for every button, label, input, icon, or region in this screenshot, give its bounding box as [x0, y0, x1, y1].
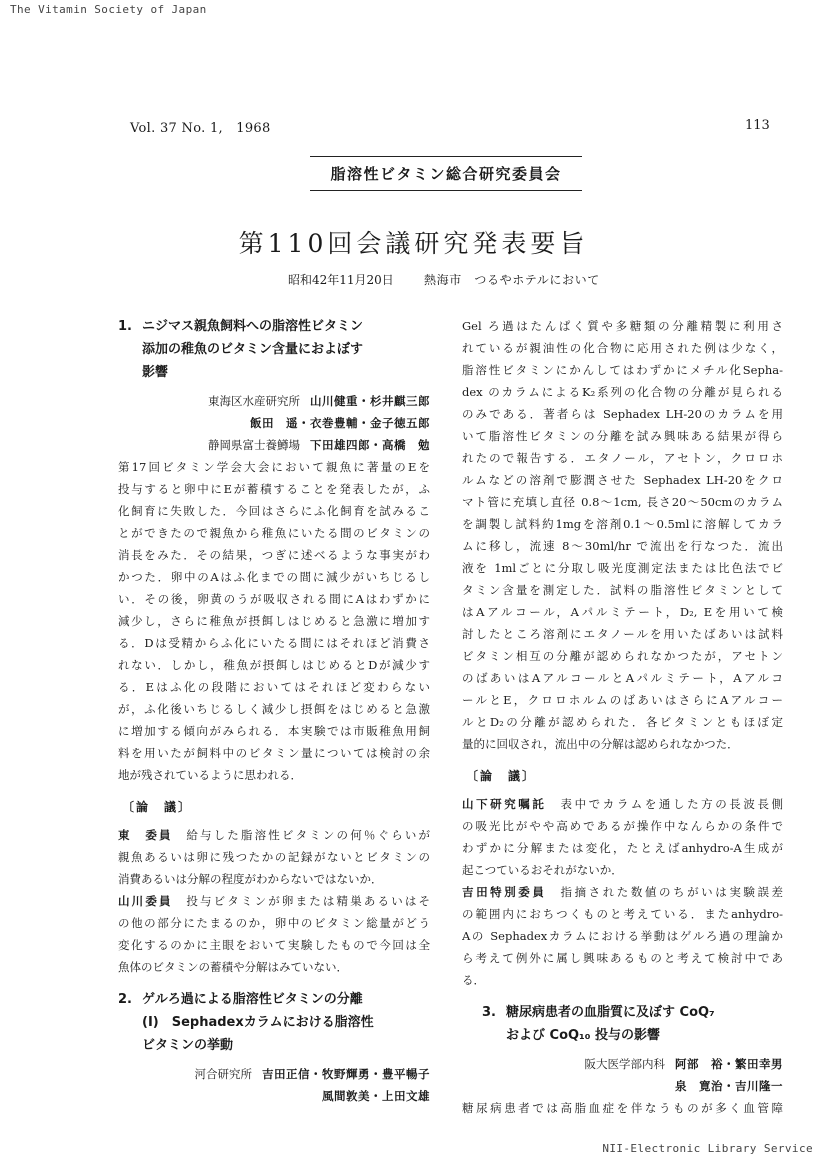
section-3-number: 3. [482, 1005, 496, 1020]
discussion-line: る． [462, 973, 485, 987]
section-1-title-line: ニジマス親魚飼料への脂溶性ビタミン [142, 319, 364, 334]
body-line: 量的に回収され，流出中の分解は認められなかつた． [462, 737, 739, 751]
discussion-line: Aの Sephadexカラムにおける挙動はゲルろ過の理論か [462, 929, 783, 943]
discussion-line: 山川委員 投与ビタミンが卵または精巣あるいはそ [118, 894, 430, 908]
body-line: ルムなどの溶剤で膨潤させた Sephadex LH-20をクロ [462, 473, 783, 487]
section-2-author-line [118, 1063, 430, 1085]
volume-info: Vol. 37 No. 1, 1968 [130, 121, 271, 136]
section-2-body [462, 315, 783, 755]
author-names: 風間敦美・上田文雄 [322, 1089, 430, 1103]
author-affiliation: 静岡県富士養鱒場 [208, 438, 300, 452]
discussion-line: わずかに分解または変化，たとえばanhydro-A生成が [462, 841, 783, 855]
body-line: マト管に充填し直径 0.8～1cm, 長さ20～50cmのカラム [462, 495, 783, 509]
body-line: ムに移し，流速 8～30ml/hr で流出を行なつた．流出 [462, 539, 783, 553]
section-1-author-line [118, 434, 430, 456]
section-3-title-line: および CoQ₁₀ 投与の影響 [506, 1028, 660, 1043]
author-names: 山川健重・杉井麒三郎 [310, 394, 430, 408]
body-line: に増加する傾向がみられる．本実験では市販稚魚用飼 [118, 724, 430, 738]
section-2-discussion-label: 〔論 議〕 [466, 769, 537, 783]
section-2-number: 2. [118, 992, 132, 1007]
section-3-title-line: 糖尿病患者の血脂質に及ぼす CoQ₇ [506, 1005, 715, 1020]
discussion-line: 変化するのかに主眼をおいて実験したもので今回は全 [118, 938, 430, 952]
author-affiliation: 東海区水産研究所 [208, 394, 300, 408]
section-1-title-line: 影響 [142, 365, 169, 380]
body-line: 投与すると卵中にEが蓄積することを発表したが，ふ [118, 482, 430, 496]
meeting-date: 昭和42年11月20日 [288, 273, 394, 287]
body-line: はAアルコール，Aパルミテート，D₂, Eを用いて検 [462, 605, 783, 619]
body-line: 料を用いたが飼料中のビタミン量については検討の余 [118, 746, 430, 760]
author-names: 阿部 裕・繁田幸男 [675, 1057, 783, 1071]
section-1-author-line [118, 412, 430, 434]
body-line: いて脂溶性ビタミンの分離を試み興味ある結果が得ら [462, 429, 783, 443]
discussion-line: 吉田特別委員 指摘された数値のちがいは実験誤差 [462, 885, 783, 899]
section-2-author-line [118, 1085, 430, 1107]
body-line: 地が残されているように思われる． [118, 768, 302, 782]
committee-banner: 脂溶性ビタミン総合研究委員会 [310, 156, 582, 191]
body-line: 化飼育に失敗した．今回はさらにふ化飼育を試みるこ [118, 504, 430, 518]
section-2-heading [118, 988, 430, 1057]
discussion-line: 起こつているおそれがないか． [462, 863, 623, 877]
discussion-line: 山下研究嘱託 表中でカラムを通した方の長波長側 [462, 797, 783, 811]
left-column [118, 315, 430, 1107]
section-2-title-line: (I) Sephadexカラムにおける脂溶性 [142, 1015, 374, 1030]
body-line: る．Eはふ化の段階においてはそれほど変わらない [118, 680, 430, 694]
speaker: 山川委員 [118, 894, 173, 908]
body-line: 糖尿病患者では高脂血症を伴なうものが多く血管障 [462, 1101, 783, 1115]
discussion-line: の他の部分にたまるのか，卵中のビタミン総量がどう [118, 916, 430, 930]
section-3-heading [462, 1001, 783, 1047]
author-names: 吉田正信・牧野輝勇・豊平暢子 [262, 1067, 430, 1081]
body-line: とができたので親魚から稚魚にいたる間のビタミンの [118, 526, 430, 540]
body-line: い．その後，卵黄のうが吸収される間にAはわずかに [118, 592, 430, 606]
body-line: 討したところ溶剤にエタノールを用いたばあいは試料 [462, 627, 783, 641]
body-line: ールとE，クロロホルムのばあいはさらにAアルコー [462, 693, 783, 707]
discussion-line: 魚体のビタミンの蓄積や分解はみていない． [118, 960, 348, 974]
body-line: かつた．卵中のAはふ化までの間に減少がいちじるし [118, 570, 430, 584]
body-line: 第17回ビタミン学会大会において親魚に著量のEを [118, 460, 430, 474]
author-names: 泉 寛治・吉川隆一 [675, 1079, 783, 1093]
body-line: 脂溶性ビタミンにかんしてはわずかにメチル化Sepha- [462, 363, 783, 377]
section-3-author-line [462, 1075, 783, 1097]
body-line: る．Dは受精からふ化にいたる間にはそれほど消費さ [118, 636, 430, 650]
body-line: が，ふ化後いちじるしく減少し摂餌をはじめると急激 [118, 702, 430, 716]
speaker: 東 委員 [118, 828, 173, 842]
section-3-body [462, 1097, 783, 1119]
author-affiliation: 阪大医学部内科 [584, 1057, 665, 1071]
page-number: 113 [745, 118, 770, 133]
library-service-credit: NII-Electronic Library Service [602, 1142, 813, 1155]
page-title: 第110回会議研究発表要旨 [238, 229, 589, 258]
section-2-title-line: ビタミンの挙動 [142, 1038, 234, 1053]
section-2-discussion [462, 793, 783, 991]
body-line: のみである．著者らは Sephadex LH-20のカラムを用 [462, 407, 783, 421]
section-1-discussion [118, 824, 430, 978]
discussion-line: 親魚あるいは卵に残つたかの記録がないとビタミンの [118, 850, 430, 864]
section-1-author-line [118, 390, 430, 412]
section-3-author-line [462, 1053, 783, 1075]
body-line: dex のカラムによるK₂系列の化合物の分離が見られる [462, 385, 783, 399]
meeting-venue: 熱海市 つるやホテルにおいて [424, 273, 600, 287]
body-line: 液を 1mlごとに分取し吸光度測定法または比色法でビ [462, 561, 783, 575]
body-line: れない．しかし，稚魚が摂餌しはじめるとDが減少す [118, 658, 430, 672]
body-line: のばあいはAアルコールとAパルミテート，Aアルコ [462, 671, 783, 685]
body-line: ビタミン相互の分離が認められなかつたが，アセトン [462, 649, 783, 663]
body-line: れているが親油性の化合物に応用された例は少なく， [462, 341, 783, 355]
author-names: 飯田 遥・衣巻豊輔・金子徳五郎 [250, 416, 430, 430]
right-column [462, 315, 783, 1119]
discussion-line: ら考えて例外に属し興味あるものと考えて検討中であ [462, 951, 783, 965]
body-line: タミン含量を測定した．試料の脂溶性ビタミンとして [462, 583, 783, 597]
speaker: 吉田特別委員 [462, 885, 547, 899]
discussion-line: の吸光比がやや高めであるが操作中なんらかの条件で [462, 819, 783, 833]
body-line: Gel ろ過はたんぱく質や多糖類の分離精製に利用さ [462, 319, 783, 333]
body-line: ルとD₂の分離が認められた．各ビタミンともほぼ定 [462, 715, 783, 729]
section-2-title-line: ゲルろ過による脂溶性ビタミンの分離 [142, 992, 363, 1007]
body-line: れたので報告する．エタノール，アセトン，クロロホ [462, 451, 783, 465]
society-credit: The Vitamin Society of Japan [10, 3, 207, 16]
section-1-heading [118, 315, 430, 384]
body-line: 減少し，さらに稚魚が摂餌しはじめると急激に増加す [118, 614, 430, 628]
section-1-discussion-label: 〔論 議〕 [122, 800, 193, 814]
body-line: を調製し試料約1mgを溶剤0.1～0.5mlに溶解してカラ [462, 517, 783, 531]
discussion-line: の範囲内におちつくものと考えている．またanhydro- [462, 907, 783, 921]
section-1-title-line: 添加の稚魚のビタミン含量におよぼす [142, 342, 364, 357]
discussion-line: 東 委員 給与した脂溶性ビタミンの何％ぐらいが [118, 828, 430, 842]
speaker: 山下研究嘱託 [462, 797, 547, 811]
author-affiliation: 河合研究所 [194, 1067, 252, 1081]
section-1-body [118, 456, 430, 786]
author-names: 下田雄四郎・高橋 勉 [310, 438, 430, 452]
discussion-line: 消費あるいは分解の程度がわからないではないか． [118, 872, 383, 886]
body-line: 消長をみた．その結果，つぎに述べるような事実がわ [118, 548, 430, 562]
section-1-number: 1. [118, 319, 132, 334]
